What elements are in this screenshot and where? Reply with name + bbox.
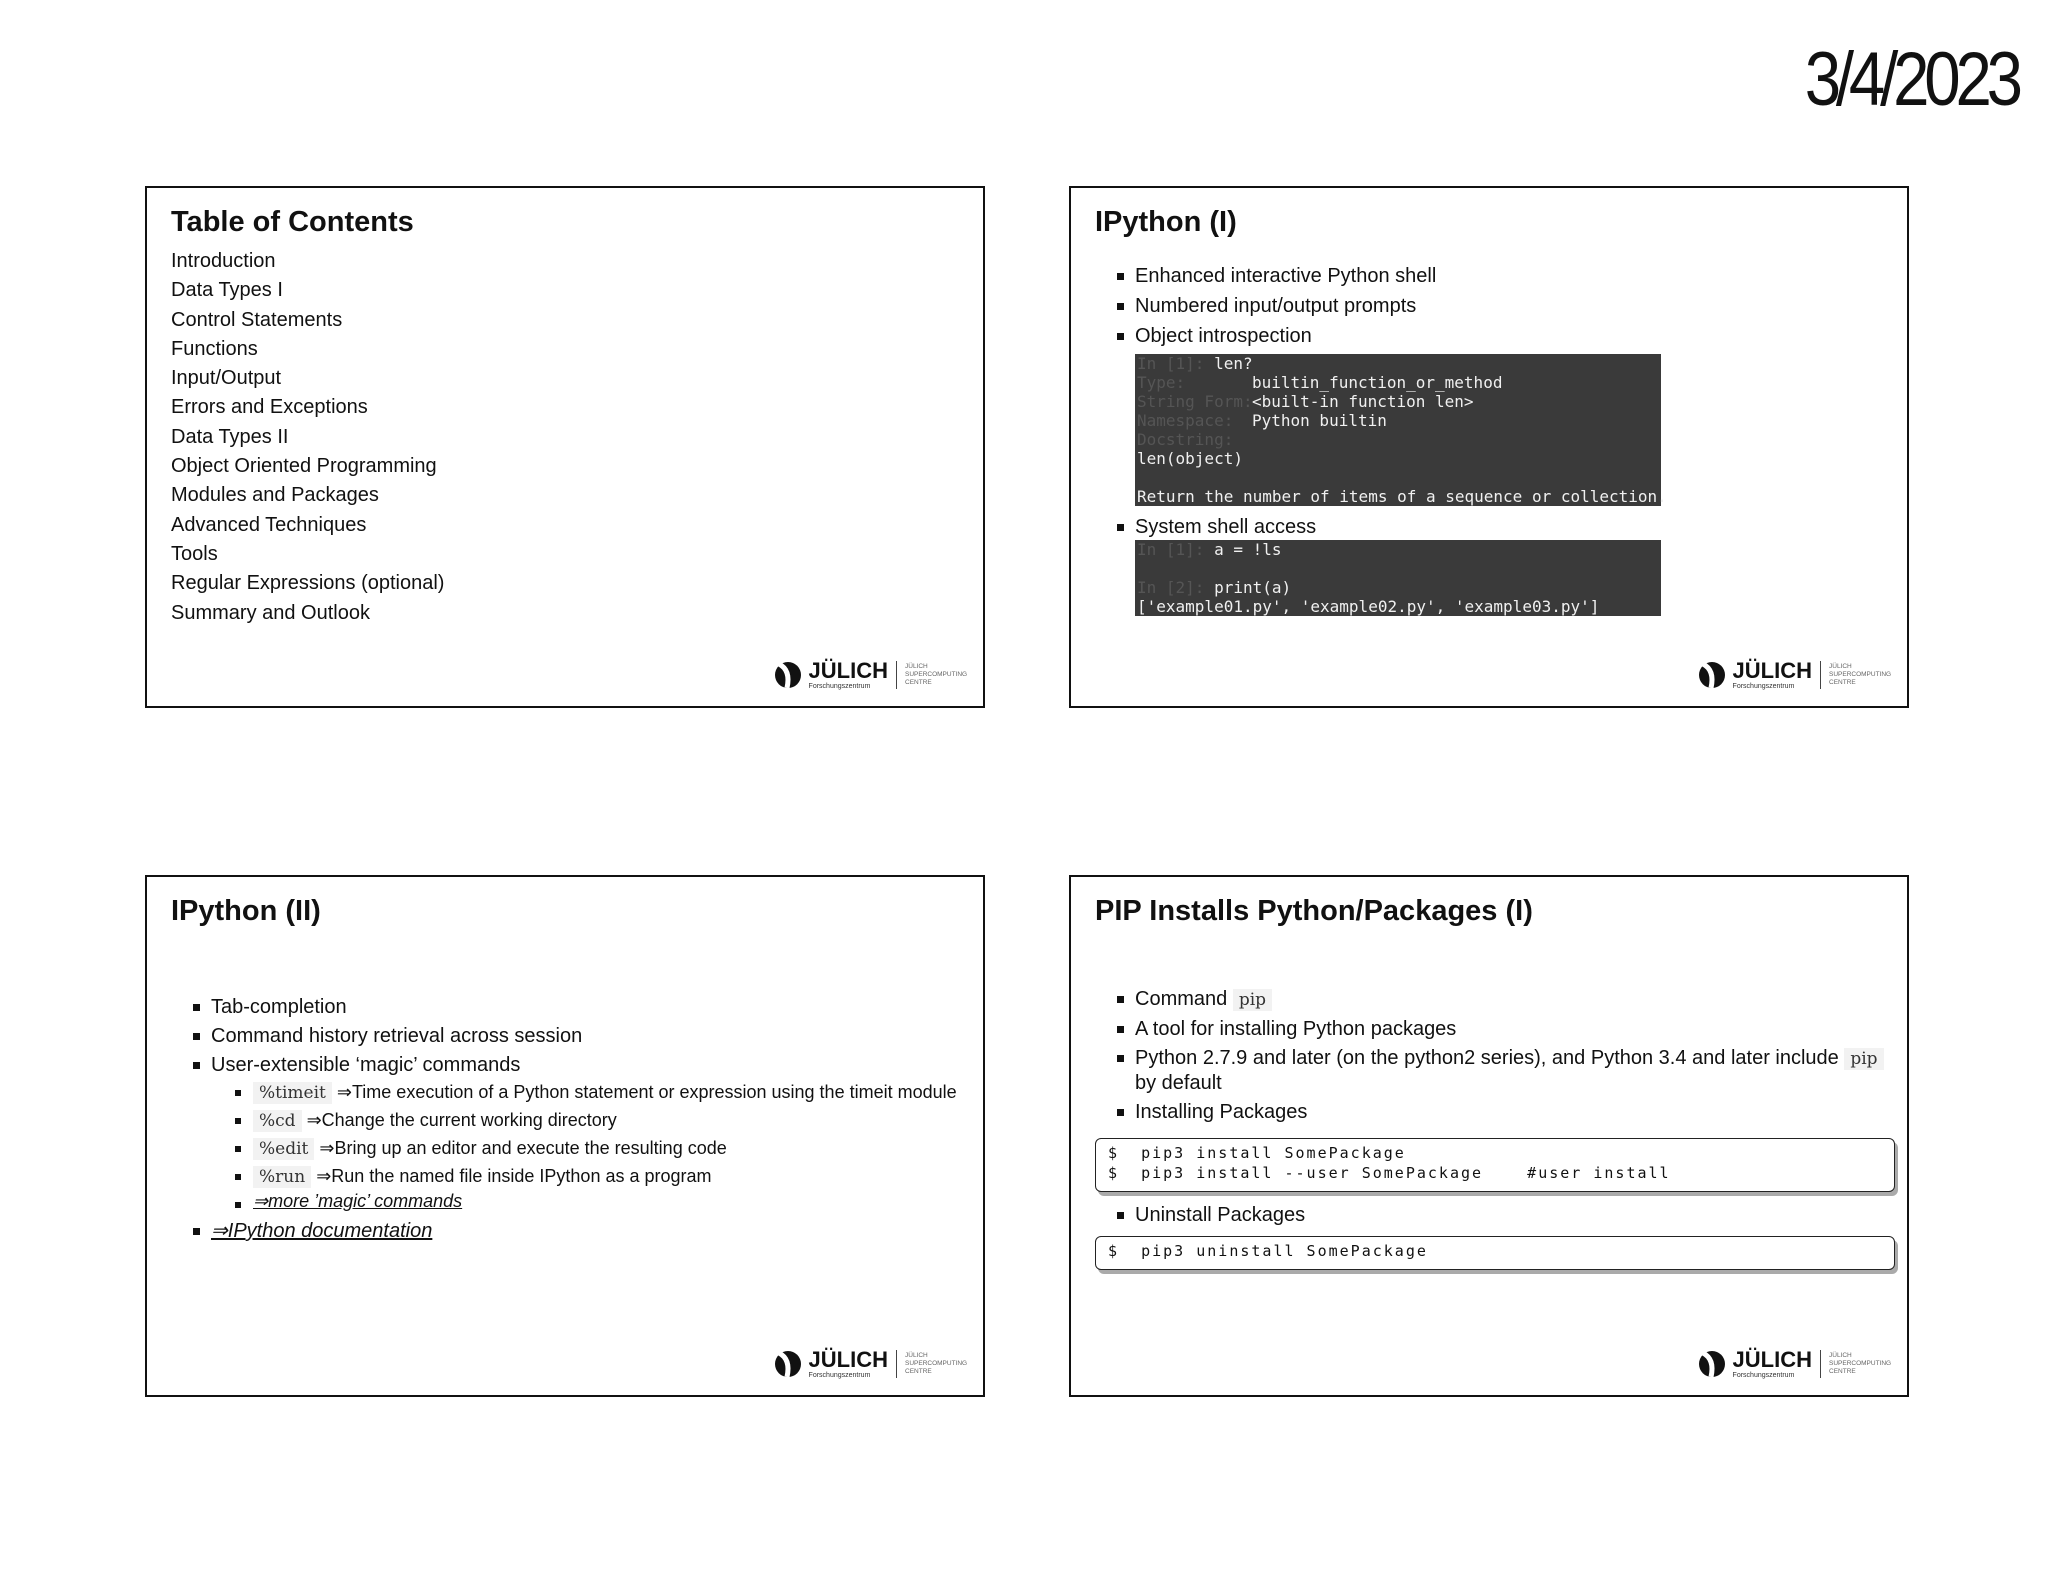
slide-ipython-1 xyxy=(1069,186,1909,708)
toc-item: Summary and Outlook xyxy=(171,601,370,624)
julich-logo xyxy=(773,1346,968,1379)
slide-table-of-contents xyxy=(145,186,985,708)
logo-sub: Forschungszentrum xyxy=(808,1371,871,1379)
bullet-list xyxy=(193,995,963,1243)
julich-logo-icon xyxy=(1697,660,1727,690)
logo-sub: Forschungszentrum xyxy=(1732,1371,1795,1379)
bullet-item: Tab-completion xyxy=(193,995,963,1019)
julich-logo-icon xyxy=(773,660,803,690)
toc-item: Input/Output xyxy=(171,367,282,390)
bullet-item: Enhanced interactive Python shell xyxy=(1117,264,1436,288)
bullet-list xyxy=(1117,515,1316,539)
date-stamp: 3/4/2023 xyxy=(1804,37,2018,122)
install-code-box: $ pip3 install SomePackage $ pip3 install --user SomePackage #user install xyxy=(1095,1138,1895,1192)
bullet-item: Object introspection xyxy=(1117,324,1436,348)
logo-right: JÜLICH SUPERCOMPUTING CENTRE xyxy=(1829,663,1892,686)
logo-sub: Forschungszentrum xyxy=(808,682,871,690)
bullet-item: System shell access xyxy=(1117,515,1316,539)
magic-command-list xyxy=(235,1079,963,1211)
toc-item: Errors and Exceptions xyxy=(171,396,368,419)
bullet-item: Command history retrieval across session xyxy=(193,1024,963,1048)
toc-item: Control Statements xyxy=(171,308,343,331)
logo-separator xyxy=(1820,661,1821,689)
uninstall-code-box: $ pip3 uninstall SomePackage xyxy=(1095,1236,1895,1270)
magic-command-item: %edit ⇒Bring up an editor and execute the resulting code xyxy=(235,1135,963,1163)
magic-command-item: %timeit ⇒Time execution of a Python statement or expression using the timeit module xyxy=(235,1079,963,1107)
slide-ipython-2 xyxy=(145,875,985,1397)
toc-item: Introduction xyxy=(171,250,276,272)
toc-item: Object Oriented Programming xyxy=(171,455,437,478)
toc-item: Data Types I xyxy=(171,279,283,302)
slide-title: IPython (II) xyxy=(171,895,321,927)
toc-item: Tools xyxy=(171,542,218,565)
logo-separator xyxy=(896,661,897,689)
toc-item: Regular Expressions (optional) xyxy=(171,572,445,595)
toc-item: Data Types II xyxy=(171,425,289,448)
more-magic-link[interactable]: ⇒more ’magic’ commands xyxy=(253,1191,463,1211)
logo-word: JÜLICH xyxy=(808,1346,888,1372)
ipython-terminal-introspection: In [1]: len? Type: builtin_function_or_method String Form:<built-in function len> Namespace: Python builtin Docstring: len(object) Return the number of items of a sequence or collection. xyxy=(1137,354,1667,506)
logo-word: JÜLICH xyxy=(1732,1346,1812,1372)
logo-right: JÜLICH SUPERCOMPUTING CENTRE xyxy=(1829,1352,1892,1375)
magic-command-item: %cd ⇒Change the current working directory xyxy=(235,1107,963,1135)
julich-logo-icon xyxy=(773,1349,803,1379)
magic-command-item: %run ⇒Run the named file inside IPython as a program xyxy=(235,1163,963,1191)
bullet-item: Uninstall Packages xyxy=(1117,1203,1305,1227)
magic-cmd: %timeit xyxy=(253,1082,332,1104)
toc-list xyxy=(171,247,444,628)
logo-separator xyxy=(896,1350,897,1378)
logo-word: JÜLICH xyxy=(808,657,888,683)
bullet-item: Python 2.7.9 and later (on the python2 series), and Python 3.4 and later include pip by default xyxy=(1117,1046,1887,1095)
bullet-list xyxy=(1117,264,1436,348)
bullet-item: Command pip xyxy=(1117,987,1887,1012)
logo-right: JÜLICH SUPERCOMPUTING CENTRE xyxy=(905,663,968,686)
logo-sub: Forschungszentrum xyxy=(1732,682,1795,690)
logo-separator xyxy=(1820,1350,1821,1378)
bullet-item: Installing Packages xyxy=(1117,1100,1887,1124)
pip-code: pip xyxy=(1233,989,1272,1011)
bullet-item: Numbered input/output prompts xyxy=(1117,294,1436,318)
logo-word: JÜLICH xyxy=(1732,657,1812,683)
bullet-item: User-extensible ‘magic’ commands %timeit ⇒Time execution of a Python statement or expression using the timeit module %cd ⇒Change the current working directory %edit ⇒Bring up an editor and execute the resulting code %run ⇒Run the named file inside IPython as a program ⇒more ’magic’ commands xyxy=(193,1053,963,1211)
toc-item: Functions xyxy=(171,337,258,360)
julich-logo xyxy=(1697,1346,1892,1379)
ipython-terminal-shell: In [1]: a = !ls In [2]: print(a) ['example01.py', 'example02.py', 'example03.py'] xyxy=(1135,540,1661,616)
bullet-item xyxy=(193,1219,963,1243)
magic-cmd: %run xyxy=(253,1166,311,1188)
more-magic-link-item xyxy=(235,1191,963,1211)
toc-item: Modules and Packages xyxy=(171,484,379,507)
julich-logo xyxy=(773,657,968,690)
bullet-item: A tool for installing Python packages xyxy=(1117,1017,1887,1041)
slide-pip-installs xyxy=(1069,875,1909,1397)
bullet-list xyxy=(1117,1203,1305,1227)
logo-right: JÜLICH SUPERCOMPUTING CENTRE xyxy=(905,1352,968,1375)
slide-title: IPython (I) xyxy=(1095,206,1237,238)
magic-cmd: %cd xyxy=(253,1110,302,1132)
magic-cmd: %edit xyxy=(253,1138,314,1160)
slide-title: PIP Installs Python/Packages (I) xyxy=(1095,895,1533,927)
slide-title: Table of Contents xyxy=(171,206,414,238)
julich-logo-icon xyxy=(1697,1349,1727,1379)
bullet-list xyxy=(1117,987,1887,1124)
ipython-doc-link[interactable]: ⇒IPython documentation xyxy=(211,1220,433,1242)
julich-logo xyxy=(1697,657,1892,690)
toc-item: Advanced Techniques xyxy=(171,513,367,536)
pip-code: pip xyxy=(1844,1048,1883,1070)
